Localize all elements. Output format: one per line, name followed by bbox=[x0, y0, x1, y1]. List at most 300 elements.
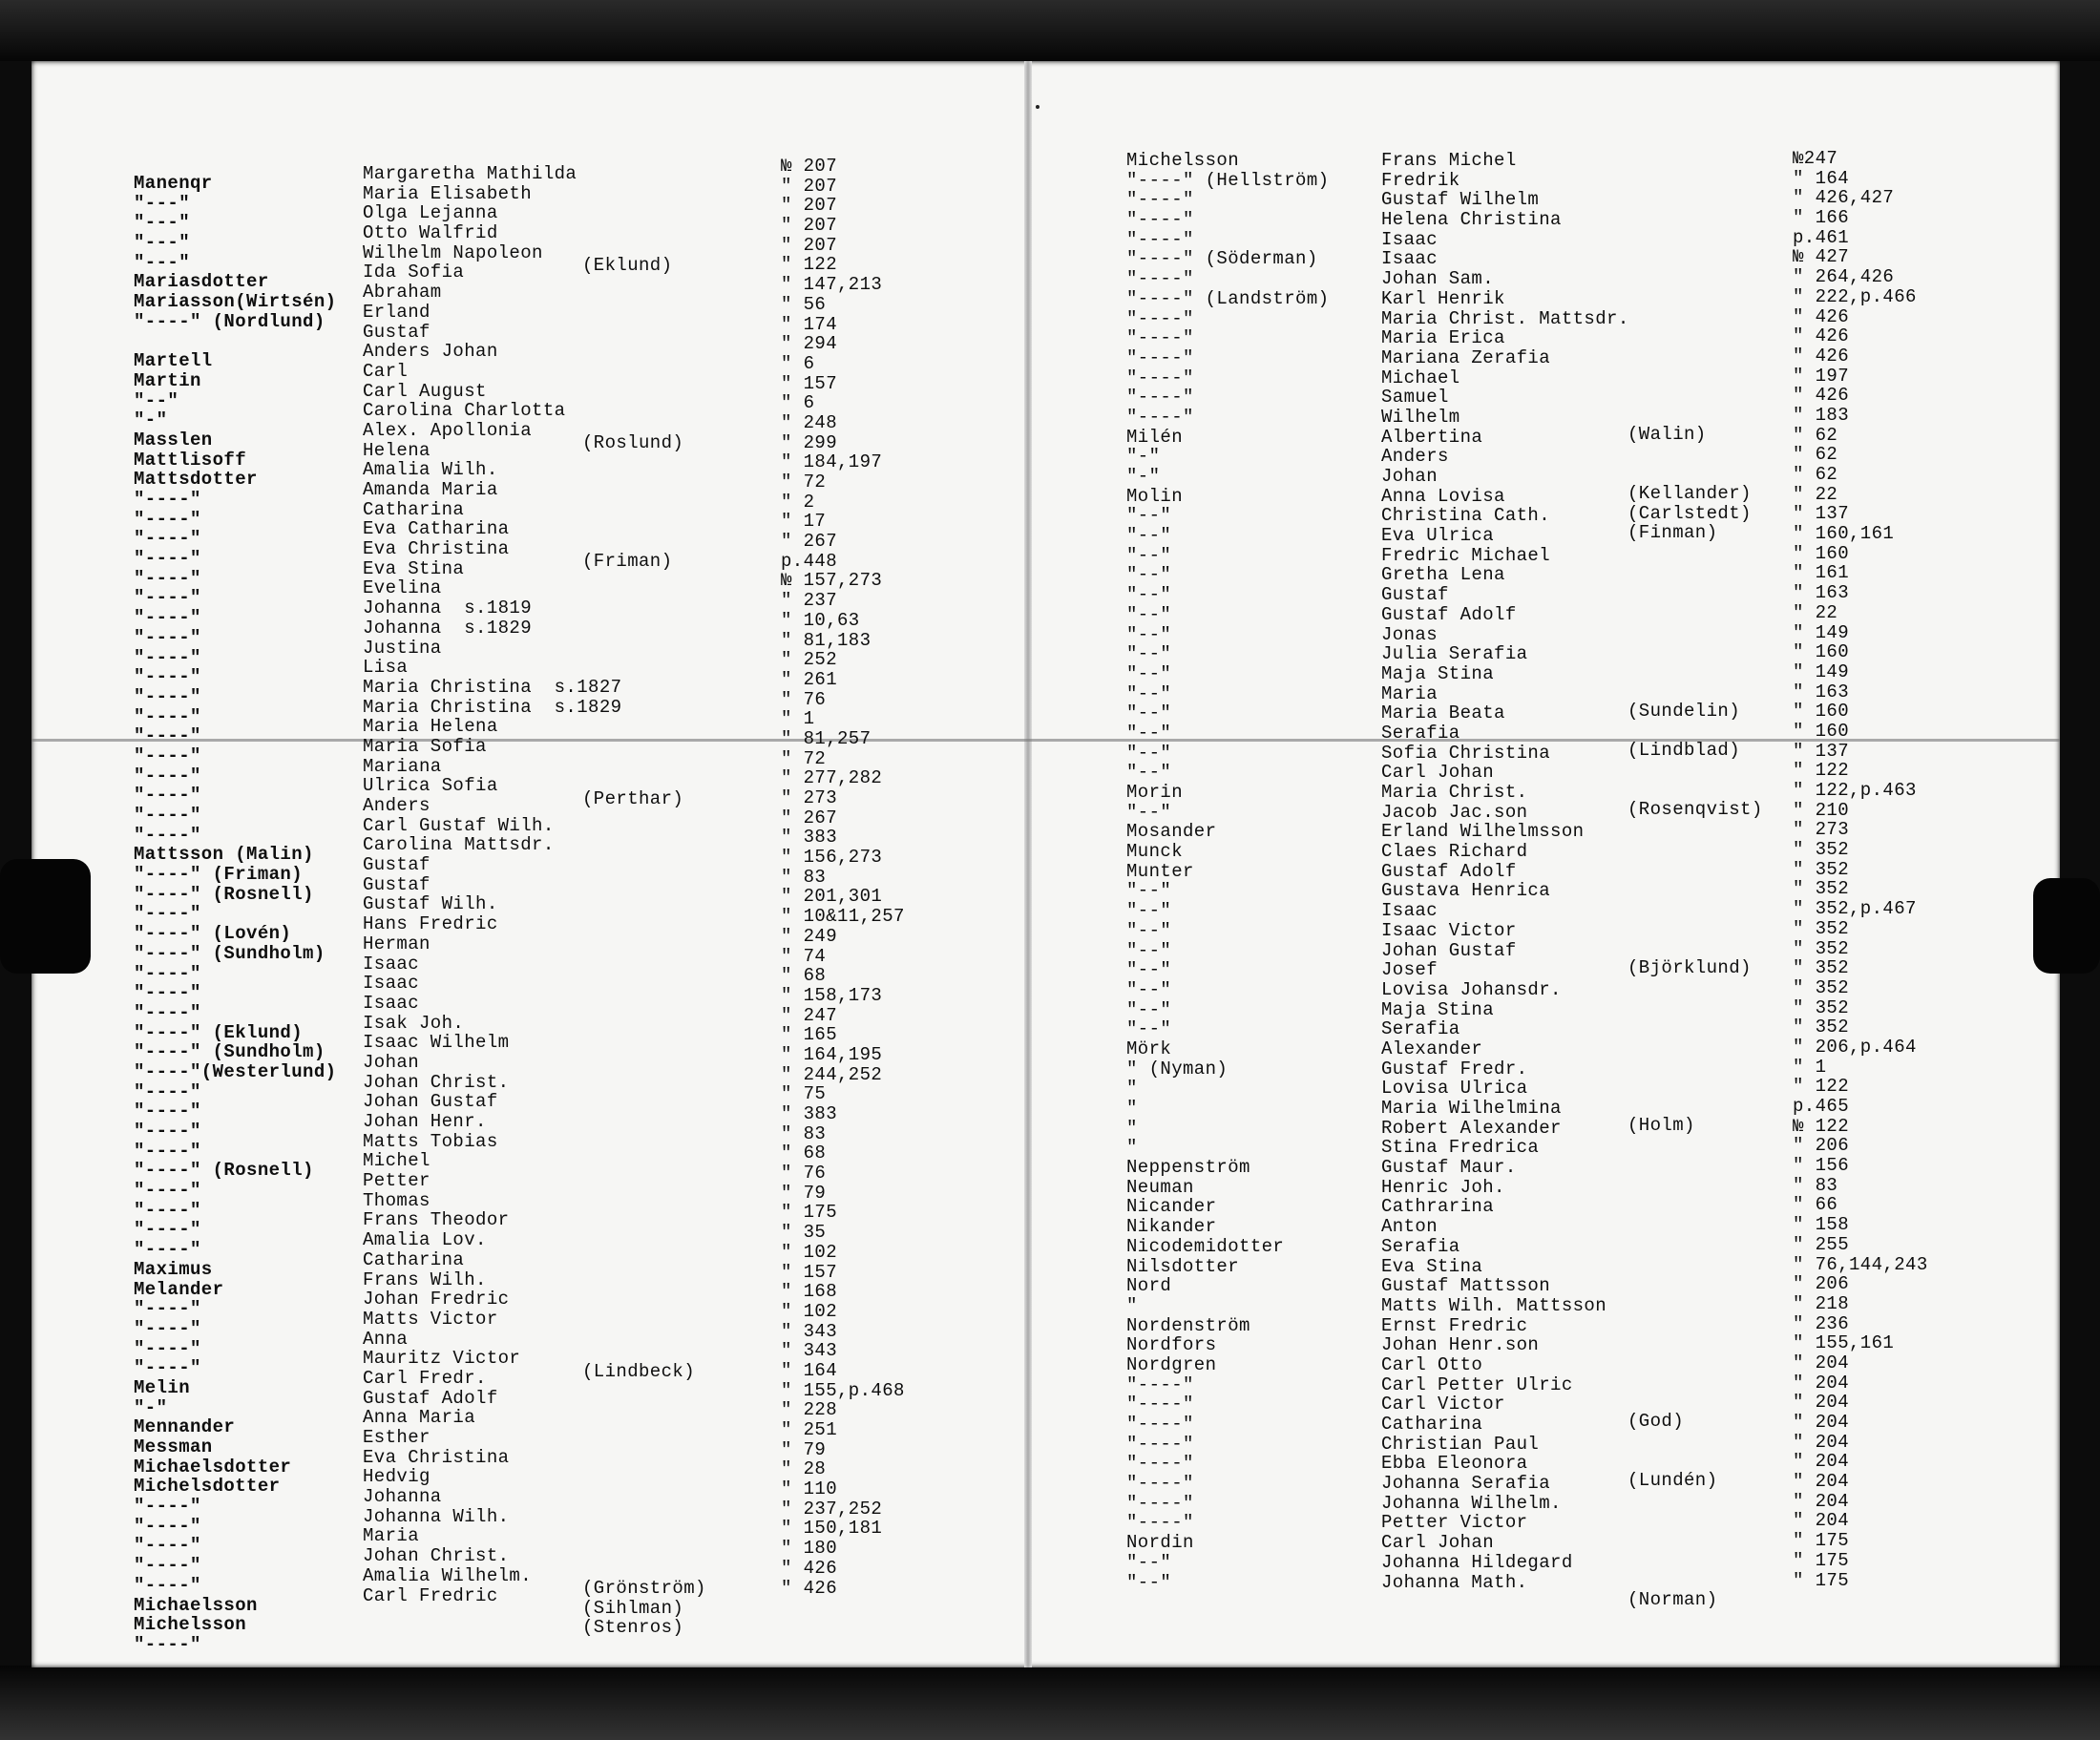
index-entry-line: " 204 bbox=[1793, 1451, 1850, 1473]
index-entry-line: "----" (Lovén) bbox=[134, 923, 292, 945]
index-entry-line: " 277,282 bbox=[781, 767, 883, 789]
right-note-column bbox=[1628, 425, 1809, 1609]
index-entry-line: №247 bbox=[1793, 148, 1838, 169]
left-note-column bbox=[582, 256, 735, 1638]
index-entry-line: " 157 bbox=[781, 372, 838, 394]
index-entry-line: "----" bbox=[134, 1239, 201, 1261]
index-entry-line: " 248 bbox=[781, 411, 838, 433]
index-entry-line: " 207 bbox=[781, 195, 838, 217]
index-entry-line: (Lindblad) bbox=[1628, 740, 1741, 761]
index-entry-line: Gustaf bbox=[1381, 584, 1449, 606]
index-entry-line: Gustaf Maur. bbox=[1381, 1157, 1517, 1179]
index-entry-line: Carl Johan bbox=[1381, 1532, 1495, 1554]
index-entry-line: " 175 bbox=[1793, 1549, 1850, 1571]
index-entry-line: "----" (Landström) bbox=[1126, 287, 1330, 309]
index-entry-line: " bbox=[1126, 1294, 1138, 1316]
index-entry-line: № 207 bbox=[781, 156, 838, 177]
index-entry-line: "----" bbox=[1126, 346, 1194, 368]
index-entry-line bbox=[1628, 1313, 1809, 1333]
index-entry-line: " 79 bbox=[781, 1438, 827, 1460]
index-entry-line: Johanna Wilhelm. bbox=[1381, 1492, 1562, 1514]
index-entry-line: Nikander bbox=[1126, 1216, 1217, 1238]
index-entry-line: Maria Wilhelmina bbox=[1381, 1098, 1562, 1119]
index-entry-line bbox=[1628, 1531, 1809, 1551]
index-entry-line: " 352 bbox=[1793, 976, 1850, 998]
index-entry-line: Gustaf bbox=[363, 321, 430, 343]
index-entry-line: " 352 bbox=[1793, 1017, 1850, 1038]
index-entry-line: " 81,257 bbox=[781, 727, 872, 749]
index-entry-line: " 383 bbox=[781, 827, 838, 849]
index-entry-line: " 158 bbox=[1793, 1214, 1850, 1236]
right-given-name-column bbox=[1381, 151, 1668, 1592]
index-entry-line: Eva Ulrica bbox=[1381, 525, 1495, 547]
index-entry-line: "--" bbox=[1126, 682, 1172, 704]
index-entry-line: " 74 bbox=[781, 945, 827, 967]
index-entry-line bbox=[1628, 859, 1809, 879]
index-entry-line: " 383 bbox=[781, 1103, 838, 1124]
index-entry-line: "----" bbox=[134, 1121, 201, 1142]
index-entry-line: Johan bbox=[1381, 466, 1438, 487]
index-entry-line: "---" bbox=[134, 251, 191, 273]
index-entry-line: Serafia bbox=[1381, 1235, 1460, 1257]
index-entry-line: Evelina bbox=[363, 577, 442, 599]
index-entry-line: " 175 bbox=[1793, 1569, 1850, 1591]
index-entry-line: " 204 bbox=[1793, 1431, 1850, 1453]
index-entry-line: (Lindbeck) bbox=[582, 1360, 696, 1382]
index-entry-line: Johanna Hildegard bbox=[1381, 1551, 1573, 1573]
index-entry-line bbox=[582, 710, 735, 730]
index-entry-line: Ebba Eleonora bbox=[1381, 1453, 1528, 1475]
index-entry-line: "--" bbox=[1126, 623, 1172, 645]
index-entry-line: "-" bbox=[1126, 466, 1161, 487]
index-entry-line: " 83 bbox=[781, 1122, 827, 1144]
index-entry-line: Melander bbox=[134, 1278, 224, 1300]
index-entry-line bbox=[1628, 642, 1809, 662]
index-entry-line: Munter bbox=[1126, 860, 1194, 882]
index-entry-line bbox=[1628, 464, 1809, 484]
index-entry-line: "--" bbox=[1126, 880, 1172, 902]
index-entry-line: Isaac bbox=[1381, 900, 1438, 922]
index-entry-line: " 160,161 bbox=[1793, 523, 1895, 545]
index-entry-line: Johanna Wilh. bbox=[363, 1505, 510, 1527]
index-entry-line: " 22 bbox=[1793, 483, 1838, 505]
index-entry-line bbox=[1628, 1175, 1809, 1195]
index-entry-line: " 79 bbox=[781, 1182, 827, 1204]
index-entry-line: Fredric Michael bbox=[1381, 544, 1551, 566]
index-entry-line: Johan bbox=[363, 1051, 420, 1073]
index-entry-line: "--" bbox=[1126, 505, 1172, 527]
index-entry-line: Anton bbox=[1381, 1216, 1438, 1238]
index-entry-line: " 228 bbox=[781, 1399, 838, 1421]
index-entry-line: " 122,p.463 bbox=[1793, 780, 1917, 801]
index-entry-line: "--" bbox=[134, 389, 179, 411]
index-entry-line: Stina Fredrica bbox=[1381, 1137, 1540, 1159]
index-entry-line bbox=[582, 808, 735, 828]
index-entry-line: "--" bbox=[1126, 1018, 1172, 1040]
index-entry-line: (Sihlman) bbox=[582, 1597, 684, 1619]
index-entry-line: " 122 bbox=[781, 254, 838, 276]
index-entry-line bbox=[1628, 1195, 1809, 1215]
index-entry-line bbox=[1628, 918, 1809, 938]
index-entry-line bbox=[1628, 761, 1809, 781]
index-entry-line: " 204 bbox=[1793, 1392, 1850, 1414]
index-entry-line: Matts Tobias bbox=[363, 1130, 498, 1152]
index-entry-line: "----" bbox=[134, 1298, 201, 1320]
index-entry-line: Anna Maria bbox=[363, 1407, 476, 1429]
index-entry-line: Matts Victor bbox=[363, 1308, 498, 1330]
index-entry-line: " 62 bbox=[1793, 424, 1838, 446]
index-entry-line: "----" bbox=[134, 1337, 201, 1359]
index-entry-line: " 236 bbox=[1793, 1312, 1850, 1334]
index-entry-line bbox=[582, 295, 735, 315]
index-entry-line: " 273 bbox=[781, 787, 838, 808]
index-entry-line bbox=[1628, 1096, 1809, 1116]
index-entry-line: "--" bbox=[1126, 584, 1172, 606]
index-entry-line: "----" bbox=[1126, 367, 1194, 388]
index-entry-line: Gustava Henrica bbox=[1381, 880, 1551, 902]
index-entry-line: " 206,p.464 bbox=[1793, 1036, 1917, 1058]
index-entry-line: Samuel bbox=[1381, 387, 1449, 409]
index-entry-line: Mosander bbox=[1126, 821, 1217, 843]
index-entry-line bbox=[582, 1065, 735, 1085]
index-entry-line bbox=[582, 354, 735, 374]
index-entry-line: Eva Stina bbox=[1381, 1255, 1483, 1277]
index-entry-line: Johan Sam. bbox=[1381, 268, 1495, 290]
index-entry-line: Melin bbox=[134, 1376, 191, 1398]
index-entry-line: "--" bbox=[1126, 525, 1172, 547]
index-entry-line: "----" (Rosnell) bbox=[134, 883, 314, 905]
index-entry-line bbox=[1628, 938, 1809, 958]
index-entry-line: " 160 bbox=[1793, 720, 1850, 742]
index-entry-line: Nordenström bbox=[1126, 1314, 1250, 1336]
index-entry-line: " 204 bbox=[1793, 1510, 1850, 1532]
index-entry-line: "----" bbox=[1126, 209, 1194, 231]
index-entry-line: " 218 bbox=[1793, 1292, 1850, 1314]
index-entry-line bbox=[1628, 1136, 1809, 1156]
index-entry-line bbox=[1628, 1570, 1809, 1590]
index-entry-line bbox=[582, 1224, 735, 1244]
index-entry-line: Claes Richard bbox=[1381, 841, 1528, 863]
index-entry-line bbox=[582, 1460, 735, 1480]
index-entry-line: Alexander bbox=[1381, 1038, 1483, 1059]
index-entry-line: " 62 bbox=[1793, 444, 1838, 466]
index-entry-line: Frans Theodor bbox=[363, 1209, 510, 1231]
index-entry-line: " 294 bbox=[781, 333, 838, 355]
index-entry-line: " 122 bbox=[1793, 760, 1850, 782]
index-entry-line bbox=[582, 908, 735, 928]
index-entry-line bbox=[1628, 839, 1809, 859]
index-entry-line: "----" bbox=[134, 1555, 201, 1577]
index-entry-line: "----" (Nordlund) bbox=[134, 310, 326, 332]
index-entry-line: "-" bbox=[1126, 446, 1161, 468]
index-entry-line: Henric Joh. bbox=[1381, 1176, 1505, 1198]
index-entry-line: "----" bbox=[1126, 1373, 1194, 1395]
index-entry-line: Nilsdotter bbox=[1126, 1255, 1240, 1277]
index-entry-line: "--" bbox=[1126, 643, 1172, 665]
index-entry-line: " 180 bbox=[781, 1538, 838, 1560]
index-entry-line: "--" bbox=[1126, 801, 1172, 823]
index-entry-line bbox=[1628, 977, 1809, 997]
index-entry-line: " 62 bbox=[1793, 464, 1838, 485]
index-entry-line bbox=[582, 769, 735, 789]
index-entry-line: Wilhelm Napoleon bbox=[363, 241, 543, 263]
index-entry-line: " 204 bbox=[1793, 1412, 1850, 1433]
index-entry-line: " 352 bbox=[1793, 858, 1850, 880]
index-entry-line: Nordgren bbox=[1126, 1353, 1217, 1375]
index-entry-line: "----" bbox=[134, 1357, 201, 1379]
index-entry-line: " 83 bbox=[1793, 1174, 1838, 1196]
index-entry-line bbox=[582, 670, 735, 690]
binder-tab-left bbox=[0, 859, 91, 974]
index-entry-line: Morin bbox=[1126, 782, 1184, 803]
index-entry-line bbox=[1628, 681, 1809, 702]
index-entry-line bbox=[1628, 563, 1809, 583]
binder-tab-right bbox=[2033, 878, 2100, 974]
index-entry-line: " 163 bbox=[1793, 681, 1850, 702]
index-entry-line: Christina Cath. bbox=[1381, 505, 1551, 527]
index-entry-line: (Holm) bbox=[1628, 1115, 1695, 1137]
index-entry-line: Mauritz Victor bbox=[363, 1348, 521, 1370]
index-entry-line: "----" bbox=[134, 548, 201, 570]
index-entry-line: "----" bbox=[134, 705, 201, 727]
index-entry-line bbox=[1628, 1352, 1809, 1373]
index-entry-line bbox=[1628, 879, 1809, 899]
index-entry-line: Isak Joh. bbox=[363, 1012, 465, 1034]
scan-frame-bottom bbox=[0, 1666, 2100, 1740]
index-entry-line: "----" bbox=[134, 1101, 201, 1122]
index-entry-line bbox=[582, 1322, 735, 1342]
index-entry-line: " 10&11,257 bbox=[781, 906, 905, 928]
index-entry-line: (Perthar) bbox=[582, 787, 684, 809]
index-entry-line: "----" bbox=[1126, 228, 1194, 250]
index-entry-line: "----" bbox=[134, 785, 201, 807]
index-entry-line: " 174 bbox=[781, 313, 838, 335]
index-entry-line bbox=[582, 1164, 735, 1184]
index-entry-line: Nicander bbox=[1126, 1196, 1217, 1218]
index-entry-line: Justina bbox=[363, 637, 442, 659]
index-entry-line: Erland bbox=[363, 301, 430, 323]
index-entry-line bbox=[1628, 1491, 1809, 1511]
index-entry-line: " 237,252 bbox=[781, 1498, 883, 1520]
index-entry-line bbox=[1628, 1373, 1809, 1393]
index-entry-line: Abraham bbox=[363, 282, 442, 304]
index-entry-line: № 122 bbox=[1793, 1115, 1850, 1137]
index-entry-line: Maria bbox=[363, 1525, 420, 1547]
index-entry-line: "----" bbox=[134, 528, 201, 550]
index-entry-line: " 150,181 bbox=[781, 1518, 883, 1540]
index-entry-line: (Stenros) bbox=[582, 1617, 684, 1639]
index-entry-line: Michaelsdotter bbox=[134, 1456, 292, 1478]
index-entry-line: "----" bbox=[134, 962, 201, 984]
index-entry-line bbox=[582, 749, 735, 769]
index-entry-line: "--" bbox=[1126, 998, 1172, 1020]
index-entry-line: "----" bbox=[1126, 307, 1194, 329]
index-entry-line: Frans Michel bbox=[1381, 150, 1517, 171]
index-entry-line bbox=[1628, 899, 1809, 919]
index-entry-line: " 261 bbox=[781, 668, 838, 690]
index-entry-line: " 28 bbox=[781, 1458, 827, 1480]
index-entry-line: "----" bbox=[134, 725, 201, 747]
index-entry-line: Eva Christina bbox=[363, 538, 510, 560]
index-entry-line: " 183 bbox=[1793, 404, 1850, 426]
index-entry-line: Julia Serafia bbox=[1381, 643, 1528, 665]
index-entry-line: " 426,427 bbox=[1793, 187, 1895, 209]
index-entry-line: Margaretha Mathilda bbox=[363, 163, 578, 184]
index-entry-line: Johanna Math. bbox=[1381, 1571, 1528, 1593]
index-entry-line: Serafia bbox=[1381, 722, 1460, 744]
index-entry-line: " 204 bbox=[1793, 1471, 1850, 1493]
index-entry-line: " 83 bbox=[781, 866, 827, 888]
index-entry-line bbox=[582, 631, 735, 651]
index-entry-line: Gustaf Wilh. bbox=[363, 893, 498, 915]
index-entry-line: " 137 bbox=[1793, 503, 1850, 525]
index-entry-line: Josef bbox=[1381, 959, 1438, 981]
index-entry-line bbox=[582, 533, 735, 553]
index-entry-line: " 426 bbox=[1793, 385, 1850, 407]
index-entry-line bbox=[582, 888, 735, 908]
index-entry-line bbox=[582, 1184, 735, 1204]
index-entry-line: Carl Johan bbox=[1381, 762, 1495, 784]
index-entry-line: Munck bbox=[1126, 841, 1184, 863]
index-entry-line: Herman bbox=[363, 933, 430, 954]
index-entry-line: Isaac bbox=[363, 992, 420, 1014]
index-entry-line: "--" bbox=[1126, 564, 1172, 586]
index-entry-line bbox=[582, 1401, 735, 1421]
index-entry-line: " 76 bbox=[781, 1163, 827, 1184]
index-entry-line: Catharina bbox=[1381, 1414, 1483, 1435]
index-entry-line: "----" bbox=[134, 903, 201, 925]
index-entry-line bbox=[582, 394, 735, 414]
index-entry-line: Maja Stina bbox=[1381, 998, 1495, 1020]
index-entry-line: Johan Henr. bbox=[363, 1111, 487, 1132]
index-entry-line: " bbox=[1126, 1098, 1138, 1119]
index-entry-line: Maria Christ. bbox=[1381, 782, 1528, 803]
index-entry-line: Carl bbox=[363, 360, 409, 382]
index-entry-line: (Björklund) bbox=[1628, 956, 1752, 978]
index-entry-line: " 426 bbox=[1793, 345, 1850, 367]
index-entry-line: Michelsson bbox=[134, 1614, 247, 1636]
index-entry-line: Otto Walfrid bbox=[363, 222, 498, 244]
index-entry-line: " 165 bbox=[781, 1024, 838, 1046]
index-entry-line bbox=[582, 414, 735, 434]
index-entry-line bbox=[582, 1026, 735, 1046]
index-entry-line bbox=[1628, 1215, 1809, 1235]
index-entry-line bbox=[582, 1006, 735, 1026]
index-entry-line: "----" bbox=[134, 982, 201, 1004]
index-entry-line: " 222,p.466 bbox=[1793, 285, 1917, 307]
index-entry-line: "--" bbox=[1126, 978, 1172, 1000]
index-entry-line: "----" bbox=[134, 1080, 201, 1102]
index-entry-line: Johanna s.1829 bbox=[363, 617, 533, 639]
index-entry-line: Thomas bbox=[363, 1189, 430, 1211]
index-entry-line: p.461 bbox=[1793, 226, 1850, 248]
index-entry-line: (Carlstedt) bbox=[1628, 502, 1752, 524]
index-entry-line bbox=[582, 276, 735, 296]
index-entry-line: Masslen bbox=[134, 429, 213, 451]
index-entry-line: Johan Gustaf bbox=[1381, 939, 1517, 961]
index-entry-line bbox=[582, 592, 735, 612]
index-entry-line: Ulrica Sofia bbox=[363, 775, 498, 797]
index-entry-line: Isaac Wilhelm bbox=[363, 1032, 510, 1054]
index-entry-line: " 168 bbox=[781, 1281, 838, 1303]
index-entry-line bbox=[1628, 1293, 1809, 1313]
index-entry-line: " 10,63 bbox=[781, 609, 860, 631]
index-entry-line: " 122 bbox=[1793, 1076, 1850, 1098]
index-entry-line: "----" (Rosnell) bbox=[134, 1160, 314, 1182]
index-entry-line: Petter Victor bbox=[1381, 1512, 1528, 1534]
index-entry-line: Hedvig bbox=[363, 1466, 430, 1488]
index-entry-line: " 161 bbox=[1793, 562, 1850, 584]
index-entry-line: " 426 bbox=[1793, 325, 1850, 347]
index-entry-line: " 352 bbox=[1793, 878, 1850, 900]
index-entry-line: Amanda Maria bbox=[363, 479, 498, 500]
index-entry-line: "--" bbox=[1126, 544, 1172, 566]
index-entry-line bbox=[1628, 1452, 1809, 1472]
index-entry-line: Wilhelm bbox=[1381, 406, 1460, 428]
index-entry-line: " 251 bbox=[781, 1419, 838, 1440]
index-entry-line: (Norman) bbox=[1628, 1588, 1718, 1610]
index-entry-line: "----" bbox=[1126, 1433, 1194, 1455]
index-entry-line: " 206 bbox=[1793, 1273, 1850, 1295]
index-entry-line bbox=[582, 927, 735, 947]
index-entry-line: Serafia bbox=[1381, 1018, 1460, 1040]
index-entry-line: " 184,197 bbox=[781, 451, 883, 473]
left-surname-column bbox=[134, 174, 363, 1655]
index-entry-line bbox=[582, 1144, 735, 1164]
index-entry-line: " 204 bbox=[1793, 1490, 1850, 1512]
index-entry-line: Anders bbox=[363, 795, 430, 816]
index-entry-line: Maria Elisabeth bbox=[363, 182, 533, 204]
index-entry-line: "----" bbox=[134, 1180, 201, 1202]
index-entry-line: Michelsdotter bbox=[134, 1476, 281, 1498]
index-entry-line: Christian Paul bbox=[1381, 1433, 1540, 1455]
index-entry-line bbox=[1628, 1550, 1809, 1570]
index-entry-line: Manenqr bbox=[134, 173, 213, 194]
index-entry-line: Karl Henrik bbox=[1381, 287, 1505, 309]
index-entry-line: " 156 bbox=[1793, 1155, 1850, 1177]
index-entry-line: " 72 bbox=[781, 472, 827, 493]
index-entry-line: " 206 bbox=[1793, 1135, 1850, 1157]
page-gutter bbox=[1024, 61, 1032, 1667]
index-entry-line: Anders bbox=[1381, 446, 1449, 468]
index-entry-line: " 164,195 bbox=[781, 1043, 883, 1065]
index-entry-line: " 102 bbox=[781, 1300, 838, 1322]
index-entry-line bbox=[1628, 1234, 1809, 1254]
index-entry-line: Amalia Wilh. bbox=[363, 459, 498, 481]
index-entry-line bbox=[1628, 1017, 1809, 1038]
index-entry-line bbox=[582, 1421, 735, 1441]
index-entry-line: Ernst Fredric bbox=[1381, 1314, 1528, 1336]
index-entry-line: " 66 bbox=[1793, 1194, 1838, 1216]
index-entry-line: Nordfors bbox=[1126, 1334, 1217, 1356]
index-entry-line: " 76 bbox=[781, 688, 827, 710]
index-entry-line: " (Nyman) bbox=[1126, 1058, 1228, 1080]
index-entry-line: " 160 bbox=[1793, 641, 1850, 663]
index-entry-line: Sofia Christina bbox=[1381, 742, 1551, 764]
index-entry-line: Neuman bbox=[1126, 1176, 1194, 1198]
index-entry-line bbox=[582, 493, 735, 513]
index-entry-line: " 6 bbox=[781, 352, 815, 374]
index-entry-line: Maria Erica bbox=[1381, 327, 1505, 349]
index-entry-line: "----" bbox=[134, 744, 201, 766]
index-entry-line: Johanna Serafia bbox=[1381, 1473, 1551, 1495]
index-entry-line: " bbox=[1126, 1117, 1138, 1139]
index-entry-line: " 75 bbox=[781, 1083, 827, 1105]
index-entry-line bbox=[1628, 1511, 1809, 1531]
index-entry-line: Mattsson (Malin) bbox=[134, 844, 314, 866]
index-entry-line: (Kellander) bbox=[1628, 483, 1752, 505]
index-entry-line: Carl Fredr. bbox=[363, 1367, 487, 1389]
